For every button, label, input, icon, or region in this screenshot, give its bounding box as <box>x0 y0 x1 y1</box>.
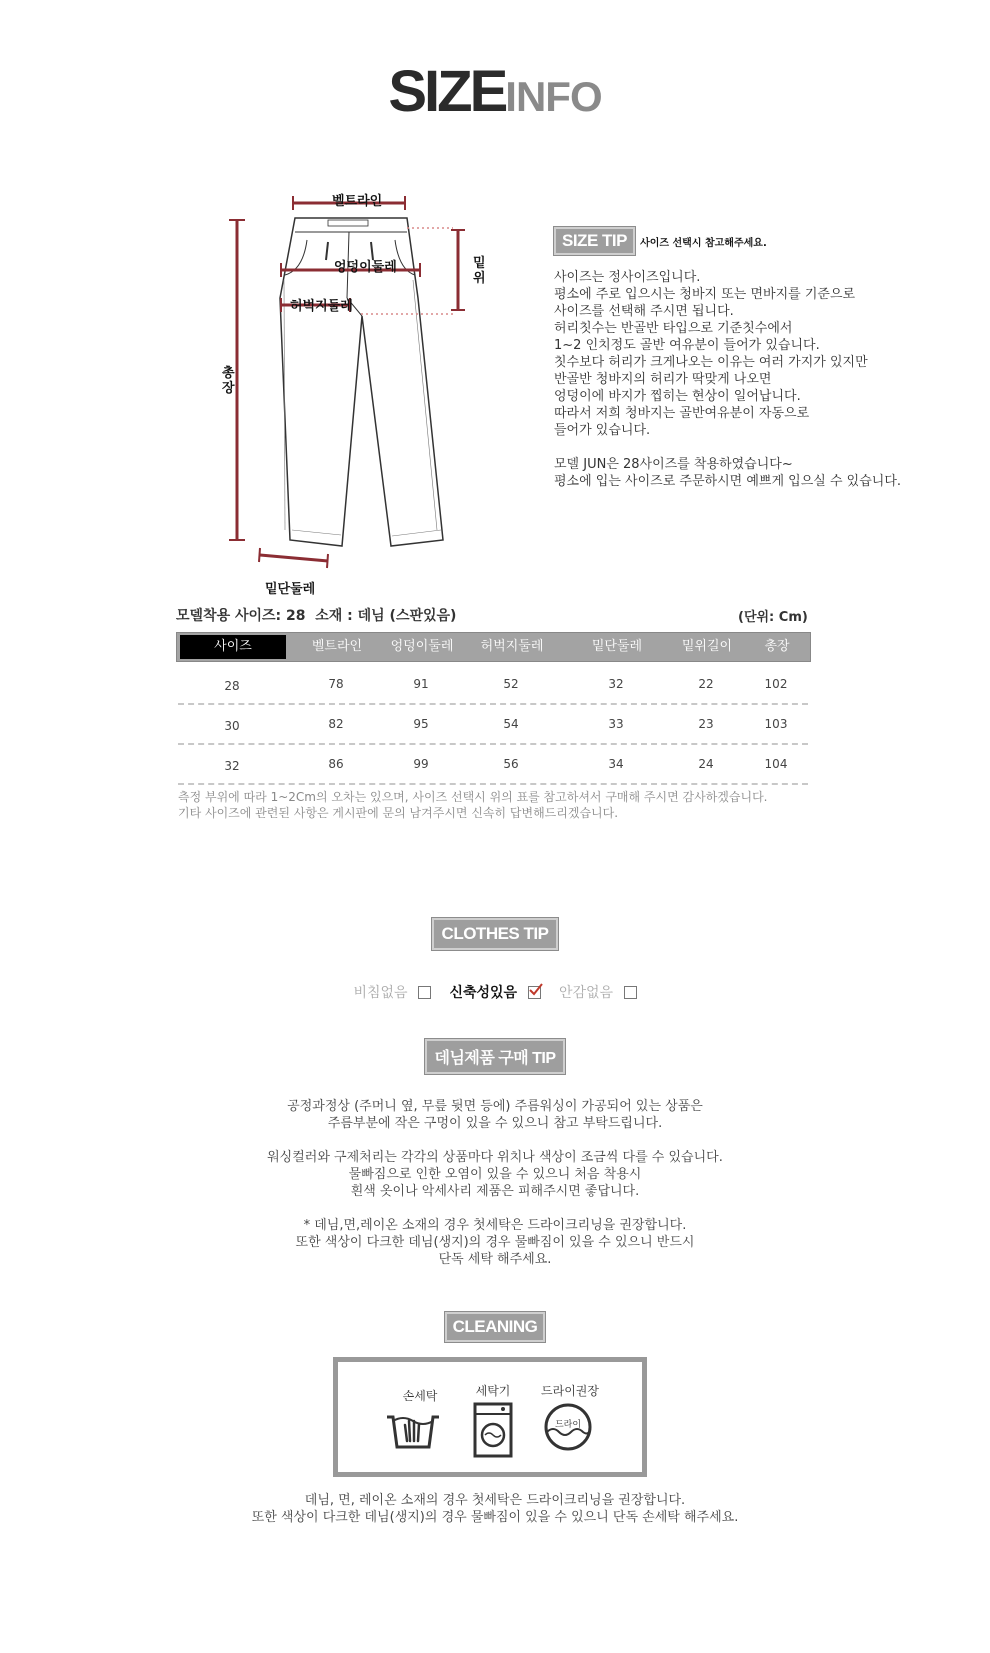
table-row <box>176 673 811 693</box>
cell-belt: 78 <box>328 677 344 691</box>
size-info-logo <box>0 58 990 125</box>
cell-size: 32 <box>224 759 240 773</box>
table-note: 기타 사이즈에 관련된 사항은 게시판에 문의 남겨주시면 신속히 답변해드리겠습니다. <box>178 806 619 820</box>
size-tip-body <box>554 269 901 490</box>
cell-length: 103 <box>764 717 788 731</box>
cleaning-note: 또한 색상이 다크한 데님(생지)의 경우 물빠짐이 있을 수 있으니 단독 손세탁 해주세요. <box>251 1510 739 1525</box>
size-tip-line: 엉덩이에 바지가 찝히는 현상이 일어납니다. <box>554 389 801 404</box>
clothes-tip-badge: CLOTHES TIP <box>432 918 559 950</box>
cleaning-badge-wrap <box>0 1312 990 1342</box>
pants-measurement-diagram <box>215 180 515 600</box>
cell-rise: 22 <box>698 677 714 691</box>
denim-tip-line: 공정과정상 (주머니 옆, 무릎 뒷면 등에) 주름워싱이 가공되어 있는 상품은 <box>287 1099 703 1114</box>
size-tip-line: 1~2 인치정도 골반 여유분이 들어가 있습니다. <box>554 338 820 353</box>
size-tip-line: 사이즈는 정사이즈입니다. <box>554 270 701 285</box>
cell-thigh: 54 <box>503 717 519 731</box>
washing-machine-label: 세탁기 <box>475 1384 511 1398</box>
denim-tip-line: 흰색 옷이나 악세사리 제품은 피해주시면 좋답니다. <box>350 1184 640 1199</box>
denim-tip-line: * 데님,면,레이온 소재의 경우 첫세탁은 드라이크리닝을 권장합니다. <box>303 1218 687 1233</box>
checkbox-no-lining <box>624 986 637 999</box>
cell-hip: 95 <box>413 717 429 731</box>
size-tip-badge: SIZE TIP <box>554 227 635 255</box>
cell-hip: 99 <box>413 757 429 771</box>
denim-tip-line: 워싱컬러와 구제처리는 각각의 상품마다 위치나 색상이 조금씩 다를 수 있습니다. <box>267 1150 723 1165</box>
header-hem: 밑단둘레 <box>591 639 643 654</box>
washing-machine-icon <box>473 1402 513 1458</box>
hand-wash-label: 손세탁 <box>402 1389 438 1403</box>
option-label-no-sheer: 비침없음 <box>353 985 408 1001</box>
cleaning-icons-box <box>333 1357 647 1477</box>
cleaning-note: 데님, 면, 레이온 소재의 경우 첫세탁은 드라이크리닝을 권장합니다. <box>304 1493 686 1508</box>
logo-size: SIZE <box>388 59 506 124</box>
cell-rise: 24 <box>698 757 714 771</box>
label-hip: 엉덩이둘레 <box>334 260 397 275</box>
cell-length: 102 <box>764 677 788 691</box>
table-row <box>176 713 811 733</box>
table-unit: (단위: Cm) <box>738 610 808 625</box>
denim-tip-line: 단독 세탁 해주세요. <box>438 1252 552 1267</box>
dry-clean-label: 드라이권장 <box>541 1384 599 1398</box>
size-tip-line: 평소에 입는 사이즈로 주문하시면 예쁘게 입으실 수 있습니다. <box>554 474 902 489</box>
label-rise: 밑위 <box>473 256 486 286</box>
denim-tip-badge: 데님제품 구매 TIP <box>425 1039 564 1074</box>
size-tip-line: 평소에 주로 입으시는 청바지 또는 면바지를 기준으로 <box>554 287 856 302</box>
denim-tip-badge-wrap <box>0 1039 990 1074</box>
table-row <box>176 753 811 773</box>
header-hip: 엉덩이둘레 <box>390 639 454 654</box>
dry-clean-inner-text: 드라이 <box>554 1420 582 1430</box>
cell-size: 28 <box>224 679 240 693</box>
header-rise: 밑위길이 <box>681 639 733 654</box>
cleaning-notes <box>0 1492 990 1526</box>
denim-tip-line: 주름부분에 작은 구멍이 있을 수 있으니 참고 부탁드립니다. <box>327 1116 663 1131</box>
label-thigh: 허벅지둘레 <box>290 299 353 314</box>
option-label-no-lining: 안감없음 <box>558 985 614 1001</box>
denim-tip-line: 물빠짐으로 인한 오염이 있을 수 있으니 처음 착용시 <box>348 1167 642 1182</box>
checkbox-stretch <box>528 986 541 999</box>
size-tip-line: 들어가 있습니다. <box>554 423 651 438</box>
cell-hem: 34 <box>608 757 624 771</box>
size-tip-line: 허리칫수는 반골반 타입으로 기준칫수에서 <box>554 321 793 336</box>
cell-hip: 91 <box>413 677 429 691</box>
label-length: 총장 <box>222 366 235 396</box>
cell-hem: 32 <box>608 677 624 691</box>
size-tip-line: 사이즈를 선택해 주시면 됩니다. <box>554 304 734 319</box>
denim-tip-body <box>0 1098 990 1268</box>
header-thigh: 허벅지둘레 <box>480 639 544 654</box>
row-divider <box>178 703 808 705</box>
size-tip-line: 칫수보다 허리가 크게나오는 이유는 여러 가지가 있지만 <box>554 355 868 370</box>
header-belt: 벨트라인 <box>311 639 363 654</box>
row-divider <box>178 743 808 745</box>
clothes-tip-badge-wrap <box>0 918 990 950</box>
cell-belt: 82 <box>328 717 344 731</box>
hand-wash-icon <box>383 1407 443 1455</box>
cell-belt: 86 <box>328 757 344 771</box>
size-tip-header <box>554 227 767 255</box>
cell-length: 104 <box>764 757 788 771</box>
checkbox-no-sheer <box>418 986 431 999</box>
cell-thigh: 52 <box>503 677 519 691</box>
table-caption: 모델착용 사이즈: 28 소재 : 데님 (스판있음) <box>176 608 457 624</box>
label-hem: 밑단둘레 <box>265 582 316 597</box>
cell-rise: 23 <box>698 717 714 731</box>
size-table-header <box>176 632 811 662</box>
cell-thigh: 56 <box>503 757 519 771</box>
header-size: 사이즈 <box>180 635 286 659</box>
check-mark-icon <box>528 983 544 997</box>
size-tip-line: 모델 JUN은 28사이즈를 착용하였습니다~ <box>554 457 793 472</box>
table-note: 측정 부위에 따라 1~2Cm의 오차는 있으며, 사이즈 선택시 위의 표를 참고하셔서 구매해 주시면 감사하겠습니다. <box>178 790 768 804</box>
size-tip-line: 반골반 청바지의 허리가 딱맞게 나오면 <box>554 372 772 387</box>
size-tip-spacer <box>554 439 901 456</box>
header-length: 총장 <box>764 639 790 654</box>
size-tip-line: 따라서 저희 청바지는 골반여유분이 자동으로 <box>554 406 810 421</box>
table-notes <box>178 789 767 821</box>
cleaning-badge: CLEANING <box>445 1312 546 1342</box>
clothes-tip-options <box>0 982 990 1002</box>
cell-size: 30 <box>224 719 240 733</box>
denim-tip-line: 또한 색상이 다크한 데님(생지)의 경우 물빠짐이 있을 수 있으니 반드시 <box>295 1235 695 1250</box>
label-belt: 벨트라인 <box>332 194 383 209</box>
logo-info: INFO <box>505 73 602 120</box>
option-label-stretch: 신축성있음 <box>449 985 518 1001</box>
cell-hem: 33 <box>608 717 624 731</box>
row-divider <box>178 783 808 785</box>
size-tip-caption: 사이즈 선택시 참고해주세요. <box>640 238 767 249</box>
